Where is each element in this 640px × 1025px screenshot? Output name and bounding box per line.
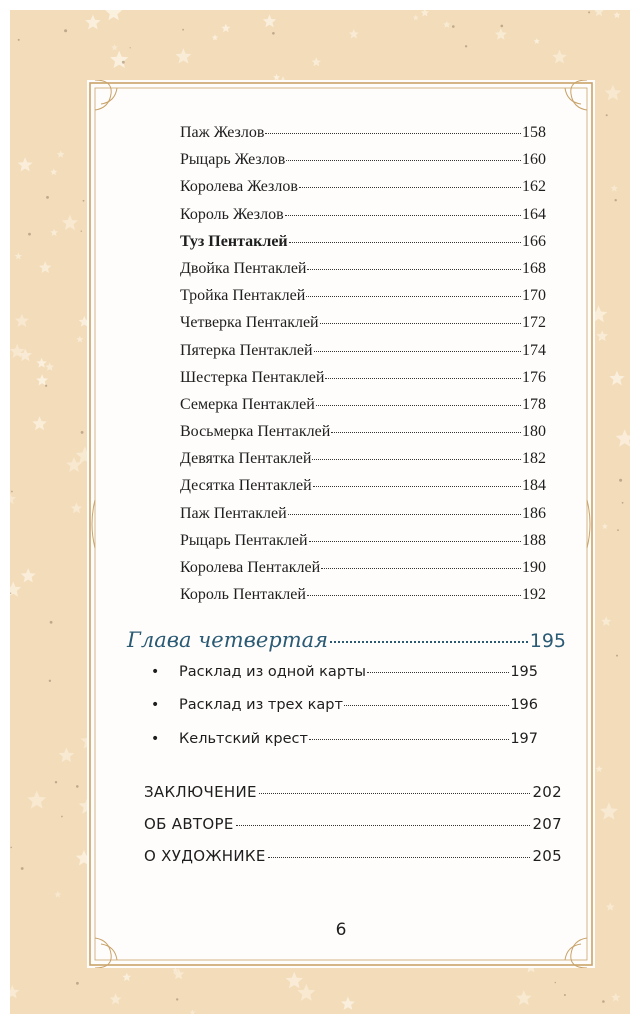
star-decoration xyxy=(600,802,618,819)
bullet-icon: • xyxy=(151,697,160,714)
contents-panel xyxy=(87,80,595,968)
leader-dots xyxy=(325,378,521,379)
leader-dots xyxy=(309,739,509,740)
star-decoration xyxy=(609,371,624,386)
dot-decoration xyxy=(619,479,622,482)
toc-entry[interactable] xyxy=(180,342,546,369)
leader-dots xyxy=(307,595,521,596)
dot-decoration xyxy=(50,621,53,624)
toc-entry[interactable] xyxy=(180,396,546,423)
star-decoration xyxy=(596,330,608,341)
dot-decoration xyxy=(564,994,566,996)
star-decoration xyxy=(602,523,608,529)
chapter-leader-dots xyxy=(330,641,528,643)
dot-decoration xyxy=(176,998,178,1000)
toc-entry[interactable] xyxy=(180,287,546,314)
toc-entry-title: Рыцарь Жезлов xyxy=(180,151,286,169)
leader-dots xyxy=(321,568,521,569)
star-decoration xyxy=(18,157,33,171)
end-section-title: ОБ АВТОРЕ xyxy=(144,815,234,833)
star-decoration xyxy=(62,215,78,231)
end-section-page: 205 xyxy=(532,847,562,865)
dot-decoration xyxy=(55,781,57,783)
toc-entry-title: Семерка Пентаклей xyxy=(180,395,315,413)
star-decoration xyxy=(552,50,567,64)
dot-decoration xyxy=(617,529,619,531)
toc-entry[interactable] xyxy=(180,423,546,450)
end-section-entry[interactable] xyxy=(144,783,562,815)
leader-dots xyxy=(268,857,531,858)
dot-decoration xyxy=(11,491,13,493)
leader-dots xyxy=(288,514,521,515)
toc-entry[interactable] xyxy=(180,586,546,613)
star-decoration xyxy=(601,616,611,626)
dot-decoration xyxy=(452,25,455,28)
leader-dots xyxy=(320,323,521,324)
star-decoration xyxy=(516,990,532,1005)
toc-entry-title: Двойка Пентаклей xyxy=(180,259,307,277)
leader-dots xyxy=(313,486,521,487)
star-decoration xyxy=(297,984,315,1001)
toc-entry-title: Паж Жезлов xyxy=(180,124,265,141)
toc-entry-title: Тройка Пентаклей xyxy=(180,287,306,305)
dot-decoration xyxy=(122,61,125,64)
star-decoration xyxy=(36,374,48,385)
end-section-page: 207 xyxy=(532,815,562,833)
dot-decoration xyxy=(61,816,63,818)
toc-entry-title: Восьмерка Пентаклей xyxy=(180,423,331,441)
toc-entry-page: 168 xyxy=(522,259,546,277)
star-decoration xyxy=(421,10,429,17)
bullet-icon: • xyxy=(151,664,160,680)
end-section-entry[interactable] xyxy=(144,847,562,879)
star-decoration xyxy=(212,34,219,40)
star-decoration xyxy=(32,416,47,430)
dot-decoration xyxy=(588,11,590,13)
leader-dots xyxy=(314,351,521,352)
dot-decoration xyxy=(555,982,556,983)
page-number: 6 xyxy=(335,920,347,940)
star-decoration xyxy=(190,1010,196,1015)
dot-decoration xyxy=(45,385,47,387)
star-decoration xyxy=(614,12,621,19)
toc-entry-title: Рыцарь Пентаклей xyxy=(180,531,308,549)
leader-dots xyxy=(289,242,521,243)
star-decoration xyxy=(596,766,603,773)
star-decoration xyxy=(105,10,122,20)
dot-decoration xyxy=(182,29,184,31)
dot-decoration xyxy=(76,982,79,985)
star-decoration xyxy=(349,29,359,39)
star-decoration xyxy=(122,973,131,981)
leader-dots xyxy=(286,160,521,161)
star-decoration xyxy=(605,85,622,101)
star-decoration xyxy=(110,993,122,1004)
toc-entry-title: Пятерка Пентаклей xyxy=(180,341,313,359)
star-decoration xyxy=(21,568,36,582)
star-decoration xyxy=(15,253,22,260)
leader-dots xyxy=(285,215,521,216)
dot-decoration xyxy=(46,196,49,199)
dot-decoration xyxy=(28,233,31,236)
leader-dots xyxy=(312,459,521,460)
star-decoration xyxy=(443,21,450,28)
star-decoration xyxy=(15,314,29,327)
star-decoration xyxy=(263,15,276,28)
end-section-title: ЗАКЛЮЧЕНИЕ xyxy=(144,783,257,801)
chapter-heading[interactable] xyxy=(127,628,566,652)
toc-entry-page: 190 xyxy=(522,559,546,576)
toc-entry[interactable] xyxy=(180,124,546,151)
subsection-entry[interactable] xyxy=(151,731,538,764)
toc-entry-title: Паж Пентаклей xyxy=(180,504,287,522)
dot-decoration xyxy=(622,502,624,504)
toc-entry-page: 192 xyxy=(522,586,546,604)
leader-dots xyxy=(259,793,531,794)
leader-dots xyxy=(331,432,521,433)
star-decoration xyxy=(39,261,51,273)
dot-decoration xyxy=(501,25,504,28)
end-section-list xyxy=(144,783,562,879)
subsection-title: Расклад из одной карты xyxy=(179,664,366,680)
star-decoration xyxy=(50,229,58,236)
star-decoration xyxy=(71,503,82,514)
star-decoration xyxy=(111,44,118,50)
toc-entry-page: 158 xyxy=(522,124,546,141)
bullet-icon: • xyxy=(151,730,160,747)
star-decoration xyxy=(594,10,604,16)
toc-entry[interactable] xyxy=(180,314,546,341)
star-decoration xyxy=(286,972,304,989)
subsection-page: 196 xyxy=(510,697,538,714)
toc-entry-title: Королева Жезлов xyxy=(180,178,298,196)
page-background xyxy=(10,10,630,1014)
leader-dots xyxy=(307,269,521,270)
star-decoration xyxy=(110,51,128,68)
star-decoration xyxy=(10,985,19,998)
dot-decoration xyxy=(21,867,24,870)
star-decoration xyxy=(59,747,75,762)
toc-entry[interactable] xyxy=(180,559,546,586)
dot-decoration xyxy=(49,680,51,682)
toc-entry-title: Король Пентаклей xyxy=(180,586,306,604)
toc-entry-page: 182 xyxy=(522,450,546,468)
subsection-entry[interactable] xyxy=(151,697,538,730)
star-decoration xyxy=(221,24,230,33)
dot-decoration xyxy=(615,199,617,201)
toc-entry[interactable] xyxy=(180,505,546,532)
leader-dots xyxy=(236,825,531,826)
dot-decoration xyxy=(602,1000,605,1003)
leader-dots xyxy=(306,296,521,297)
toc-entry[interactable] xyxy=(180,233,546,260)
dot-decoration xyxy=(616,655,618,657)
toc-entry[interactable] xyxy=(180,151,546,178)
leader-dots xyxy=(299,187,521,188)
star-decoration xyxy=(413,15,419,21)
dot-decoration xyxy=(64,29,67,32)
leader-dots xyxy=(265,133,521,134)
star-decoration xyxy=(606,902,615,910)
dot-decoration xyxy=(272,32,275,35)
subsection-list xyxy=(151,664,538,764)
end-section-entry[interactable] xyxy=(144,815,562,847)
toc-entry-title: Королева Пентаклей xyxy=(180,559,321,576)
dot-decoration xyxy=(18,39,20,41)
toc-entry-page: 188 xyxy=(522,531,546,549)
star-decoration xyxy=(534,38,540,44)
subsection-page: 197 xyxy=(510,730,538,747)
star-decoration xyxy=(36,358,46,368)
star-decoration xyxy=(66,457,82,472)
star-decoration xyxy=(45,363,54,371)
star-decoration xyxy=(312,57,321,66)
toc-entry-page: 172 xyxy=(522,314,546,332)
toc-entry[interactable] xyxy=(180,260,546,287)
toc-entry-page: 160 xyxy=(522,151,546,169)
dot-decoration xyxy=(606,114,608,116)
star-decoration xyxy=(495,28,507,39)
leader-dots xyxy=(309,541,521,542)
toc-list xyxy=(180,124,546,613)
toc-entry[interactable] xyxy=(180,532,546,559)
star-decoration xyxy=(175,48,191,63)
toc-entry[interactable] xyxy=(180,206,546,233)
subsection-page: 195 xyxy=(510,664,538,680)
subsection-title: Кельтский крест xyxy=(179,730,308,747)
leader-dots xyxy=(367,672,509,673)
star-decoration xyxy=(27,791,46,809)
dot-decoration xyxy=(81,431,84,434)
dot-decoration xyxy=(81,231,82,232)
star-decoration xyxy=(611,185,618,192)
toc-entry-title: Туз Пентаклей xyxy=(180,232,288,250)
toc-entry-page: 174 xyxy=(522,341,546,359)
toc-entry[interactable] xyxy=(180,477,546,504)
dot-decoration xyxy=(76,785,79,788)
toc-entry[interactable] xyxy=(180,178,546,205)
toc-entry-title: Шестерка Пентаклей xyxy=(180,368,325,386)
toc-entry-title: Десятка Пентаклей xyxy=(180,477,312,495)
toc-entry-title: Четверка Пентаклей xyxy=(180,314,319,332)
star-decoration xyxy=(616,429,630,447)
toc-entry-page: 178 xyxy=(522,395,546,413)
star-decoration xyxy=(10,493,16,504)
toc-entry-page: 184 xyxy=(522,477,546,495)
toc-entry-page: 164 xyxy=(522,205,546,223)
leader-dots xyxy=(316,405,521,406)
toc-entry-title: Король Жезлов xyxy=(180,205,284,223)
end-section-page: 202 xyxy=(532,783,562,801)
star-decoration xyxy=(85,15,101,30)
star-decoration xyxy=(54,891,61,898)
toc-entry-page: 180 xyxy=(522,423,546,441)
toc-entry-title: Девятка Пентаклей xyxy=(180,450,312,468)
toc-entry-page: 162 xyxy=(522,178,546,196)
subsection-entry[interactable] xyxy=(151,664,538,697)
star-decoration xyxy=(611,993,620,1002)
toc-entry[interactable] xyxy=(180,450,546,477)
dot-decoration xyxy=(83,200,85,202)
star-decoration xyxy=(50,169,57,176)
dot-decoration xyxy=(10,847,12,849)
dot-decoration xyxy=(465,45,467,47)
toc-entry-page: 170 xyxy=(522,287,546,305)
star-decoration xyxy=(57,150,65,157)
star-decoration xyxy=(341,997,355,1010)
star-decoration xyxy=(76,336,83,343)
toc-entry[interactable] xyxy=(180,369,546,396)
star-decoration xyxy=(10,581,21,596)
chapter-page: 195 xyxy=(529,630,566,652)
chapter-title: Глава четвертая xyxy=(127,628,329,652)
toc-entry-page: 176 xyxy=(522,368,546,386)
toc-entry-page: 186 xyxy=(522,504,546,522)
toc-entry-page: 166 xyxy=(522,232,546,250)
end-section-title: О ХУДОЖНИКЕ xyxy=(144,847,266,865)
leader-dots xyxy=(344,705,509,706)
subsection-title: Расклад из трех карт xyxy=(179,697,343,714)
dot-decoration xyxy=(130,47,131,48)
